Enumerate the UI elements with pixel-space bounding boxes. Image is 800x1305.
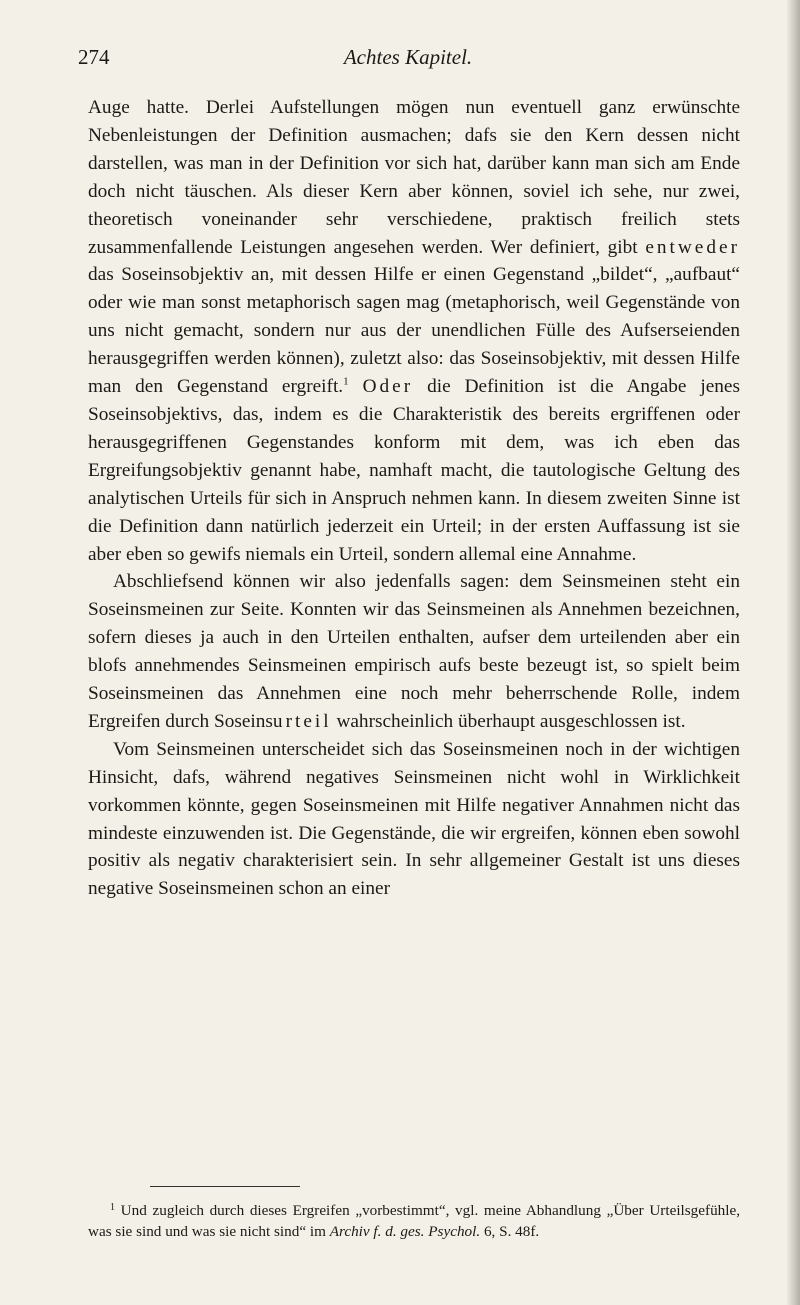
paragraph xyxy=(88,94,740,568)
footnote-marker: 1 xyxy=(110,1202,115,1213)
text-run: das Soseinsobjektiv an, mit dessen Hilfe er einen Gegenstand „bildet“, „aufbaut“ oder wie man sonst metaphorisch sagen mag (metaphorisch, weil Gegenstände von uns nicht gemacht, sondern nur aus der unendlichen Fülle des Aufserseienden herausgegriffen werden können), zuletzt also: das Soseinsobjektiv, mit dessen Hilfe man den Gegenstand ergreift. xyxy=(88,264,740,398)
text-run: die Definition ist die Angabe jenes Soseinsobjektivs, das, indem es die Charakteristik des bereits ergriffenen oder herausgegriffenen Gegenstandes konform mit dem, was ich eben das Ergreifungsobjektiv genannt habe, namhaft macht, die tautologische Geltung des analytischen Urteils für sich in Anspruch nehmen kann. In diesem zweiten Sinne ist die Definition dann natürlich jederzeit ein Urteil; in der ersten Auffassung ist sie aber eben so gewifs niemals ein Urteil, sondern allemal eine Annahme. xyxy=(88,376,740,565)
paragraph xyxy=(88,568,740,735)
spaced-word: entweder xyxy=(645,236,740,258)
text-run: wahrscheinlich überhaupt ausgeschlossen ist. xyxy=(331,710,686,732)
text-run: Auge hatte. Derlei Aufstellungen mögen nun eventuell ganz erwünschte Nebenleistungen der Definition ausmachen; dafs sie den Kern dessen nicht darstellen, was man in der Definition vor sich hat, darüber kann man sich am Ende doch nicht täuschen. Als dieser Kern aber können, soviel ich sehe, nur zwei, theoretisch voneinander sehr verschiedene, praktisch freilich stets zusammenfallende Leistungen angesehen werden. Wer definiert, gibt xyxy=(88,97,740,258)
footnote-journal: Archiv f. d. ges. Psychol. xyxy=(329,1223,481,1240)
running-head: Achtes Kapitel. xyxy=(343,45,473,69)
body-text xyxy=(88,94,740,903)
footnote-divider xyxy=(150,1186,300,1187)
footnote-text: Und zugleich durch dieses Ergreifen „vorbestimmt“, vgl. meine Abhandlung „Über Urteilsgefühle, was sie sind und was sie nicht sind“ im xyxy=(88,1202,741,1240)
footnote-text: 6, S. 48f. xyxy=(480,1223,540,1240)
text-run: Abschliefsend können wir also jedenfalls sagen: dem Seinsmeinen steht ein Soseinsmeinen zur Seite. Konnten wir das Seinsmeinen als Annehmen bezeichnen, sofern dieses ja auch in den Urteilen enthalten, aufser dem urteilenden aber ein blofs annehmendes Seinsmeinen empirisch aufs beste bezeugt ist, so spielt beim Soseinsmeinen das Annehmen eine noch mehr beherrschende Rolle, indem Ergreifen durch Soseins xyxy=(88,571,740,732)
page-number: 274 xyxy=(78,45,110,69)
paragraph: Vom Seinsmeinen unterscheidet sich das Soseinsmeinen noch in der wichtigen Hinsicht, dafs, während negatives Seinsmeinen nicht wohl in Wirklichkeit vorkommen könnte, gegen Soseinsmeinen mit Hilfe negativer Annahmen nicht das mindeste einzuwenden ist. Die Gegenstände, die wir ergreifen, können eben sowohl positiv als negativ charakterisiert sein. In sehr allgemeiner Gestalt ist uns dieses negative Soseinsmeinen schon an einer xyxy=(88,738,740,900)
spaced-word: urteil xyxy=(272,710,332,732)
footnote-reference: 1 xyxy=(343,375,349,388)
spaced-word: Oder xyxy=(362,376,414,398)
page-edge-shadow xyxy=(786,0,800,1305)
footnote xyxy=(88,1197,740,1242)
page-header xyxy=(78,45,738,75)
